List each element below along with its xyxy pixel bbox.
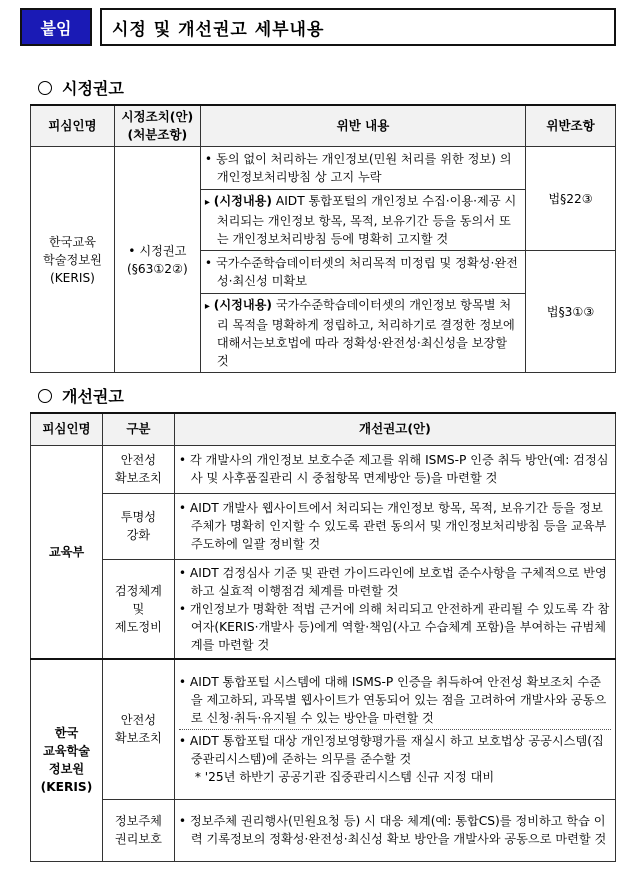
document-header [20,8,616,46]
circle-bullet-icon [38,81,52,95]
improvement-section-title [38,384,124,407]
circle-bullet-icon [38,389,52,403]
violation-row: • 국가수준학습데이터셋의 처리목적 미정립 및 정확성·완전성·최신성 미확보 [200,251,525,294]
col-respondent: 피심인명 [31,413,103,445]
correction-content-row: ▸ (시정내용) AIDT 통합포털의 개인정보 수집·이용·제공 시 처리되는 개인정보 항목, 목적, 보유기간 등을 동의서 또는 개인정보처리방침 등에 명확히 고지할 것 [200,190,525,251]
category-cell: 정보주체 권리보호 [102,799,174,861]
respondent-cell: 한국교육 학술정보원 (KERIS) [31,147,115,373]
category-cell: 검정체계 및 제도정비 [102,559,174,659]
col-violation: 위반 내용 [200,105,525,147]
recommendation-cell: • 각 개발사의 개인정보 보호수준 제고를 위해 ISMS-P 인증 취득 방안(예: 검정심사 및 사후품질관리 시 중첩항목 면제방안 등)을 마련할 것 [174,445,615,493]
correction-table [30,104,616,373]
recommendation-cell: • AIDT 통합포털 시스템에 대해 ISMS-P 인증을 취득하여 안전성 확보조치 수준을 제고하되, 과목별 웹사이트가 연동되어 있는 점을 고려하여 개발사와 공동으로 신청·취득·유지될 수 있는 방안을 마련할 것 • AIDT 통합포털 대상 개인정보영향평가를 재실시 하고 보호법상 공공시스템(집중관리시스템)에 준하는 의무를 준수할 것 * '25년 하반기 공공기관 집중관리시스템 신규 지정 대비 [174,659,615,799]
category-cell: 투명성 강화 [102,493,174,559]
improvement-section-label: 개선권고 [62,387,124,406]
violation-row: • 동의 없이 처리하는 개인정보(민원 처리를 위한 정보) 의 개인정보처리방침 상 고지 누락 [200,147,525,190]
correction-content-row: ▸ (시정내용) 국가수준학습데이터셋의 개인정보 항목별 처리 목적을 명확하게 정립하고, 처리하기로 결정한 정보에 대해서는보호법에 따라 정확성·완전성·최신성을 보장할 것 [200,294,525,373]
recommendation-cell: • AIDT 검정심사 기준 및 관련 가이드라인에 보호법 준수사항을 구체적으로 반영하고 실효적 이행점검 체계를 마련할 것 • 개인정보가 명확한 적법 근거에 의해 처리되고 안전하게 관리될 수 있도록 각 참여자(KERIS·개발사 등)에게 역할·책임(사고 수습체계 포함)을 부여하는 규범체계를 마련할 것 [174,559,615,659]
footnote: * '25년 하반기 공공기관 집중관리시스템 신규 지정 대비 [194,769,495,784]
article-cell: 법§22③ [526,147,616,251]
document-title: 시정 및 개선권고 세부내용 [100,8,616,46]
article-cell: 법§3①③ [526,251,616,373]
recommendation-cell: • 정보주체 권리행사(민원요청 등) 시 대응 체계(예: 통합CS)를 정비하고 학습 이력 기록정보의 정확성·완전성·최신성 확보 방안을 개발사와 공동으로 마련할 것 [174,799,615,861]
col-article: 위반조항 [526,105,616,147]
col-category: 구분 [102,413,174,445]
category-cell: 안전성 확보조치 [102,659,174,799]
correction-section-title [38,76,124,99]
action-cell: • 시정권고 (§63①2②) [114,147,200,373]
col-respondent: 피심인명 [31,105,115,147]
col-recommendation: 개선권고(안) [174,413,615,445]
improvement-table [30,412,616,862]
col-action: 시정조치(안) (처분조항) [114,105,200,147]
org-cell: 한국 교육학술 정보원 (KERIS) [31,659,103,861]
attachment-tag: 붙임 [20,8,92,46]
org-cell: 교육부 [31,445,103,659]
recommendation-cell: • AIDT 개발사 웹사이트에서 처리되는 개인정보 항목, 목적, 보유기간 등을 정보주체가 명확히 인지할 수 있도록 관련 동의서 및 개인정보처리방침 등을 교육부 주도하에 일괄 정비할 것 [174,493,615,559]
correction-section-label: 시정권고 [62,79,124,98]
category-cell: 안전성 확보조치 [102,445,174,493]
